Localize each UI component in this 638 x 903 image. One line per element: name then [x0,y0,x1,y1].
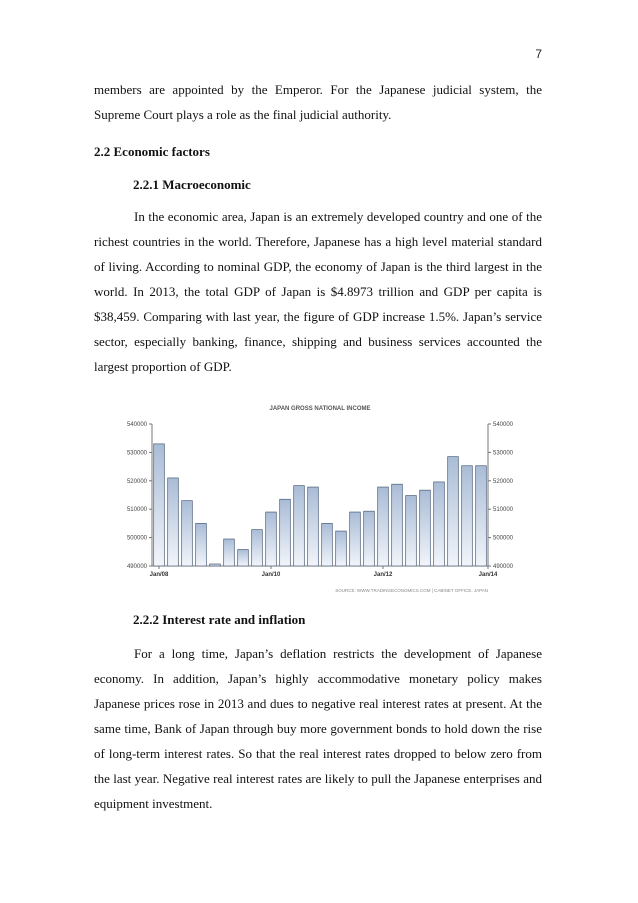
bar [182,501,193,566]
x-tick-label: Jan/08 [149,572,169,578]
y-tick-label-right: 530000 [493,450,514,457]
paragraph-macroeconomic: In the economic area, Japan is an extremely developed country and one of the richest countries in the world. Therefore, Japanese has a high level material standard of living. According to nominal GDP, the economy of Japan is the third largest in the world. In 2013, the total GDP of Japan is $4.8973 trillion and GDP per capita is $38,459. Comparing with last year, the figure of GDP increase 1.5%. Japan’s service sector, especially banking, finance, shipping and business services accounted the largest proportion of GDP. [94,209,542,374]
bar [406,496,417,566]
gni-chart [100,398,538,596]
chart-title: JAPAN GROSS NATIONAL INCOME [269,406,371,412]
bar [392,484,403,566]
y-tick-label-right: 510000 [493,507,514,514]
subsection-heading-interest-rate: 2.2.2 Interest rate and inflation [133,612,306,627]
x-tick-label: Jan/14 [478,572,498,578]
bar [434,482,445,566]
bar [210,564,221,566]
bar [252,530,263,566]
y-tick-label-left: 520000 [126,478,147,485]
y-tick-label-right: 500000 [493,535,514,542]
bar [364,511,375,566]
bar [168,478,179,566]
paragraph-interest-rate: For a long time, Japan’s deflation restricts the development of Japanese economy. In addition, Japan’s highly accommodative monetary policy makes Japanese prices rose in 2013 and dues to negative real interest rates at present. At the same time, Bank of Japan through buy more government bonds to hold down the rise of long-term interest rates. So that the real interest rates dropped to below zero from the last year. Negative real interest rates are likely to pull the Japanese enterprises and equipment investment. [94,646,542,811]
y-tick-label-right: 540000 [493,422,514,428]
x-tick-label: Jan/10 [261,572,281,578]
bar [350,512,361,566]
bar [322,523,333,566]
bar [238,550,249,566]
bar [280,499,291,566]
x-tick-label: Jan/12 [373,572,393,578]
y-tick-label-right: 520000 [493,478,514,485]
bar [266,512,277,566]
gni-chart-svg [100,398,538,596]
page-number: 7 [535,47,542,61]
bar [196,523,207,566]
bar [420,490,431,566]
bar [462,466,473,566]
bar [294,486,305,566]
y-tick-label-right: 490000 [493,564,514,570]
bar [336,531,347,566]
section-heading-economic-factors: 2.2 Economic factors [94,144,210,159]
paragraph-judicial: members are appointed by the Emperor. For the Japanese judicial system, the Supreme Court plays a role as the final judicial authority. [94,82,542,122]
subsection-heading-macroeconomic: 2.2.1 Macroeconomic [133,177,251,192]
y-tick-label-left: 510000 [126,507,147,514]
bar [308,487,319,566]
chart-source: SOURCE: WWW.TRADINGECONOMICS.COM | CABINET OFFICE, JAPAN [335,588,488,593]
bar [378,487,389,566]
y-tick-label-left: 500000 [126,535,147,542]
bar [476,466,487,566]
bar [154,444,165,566]
bar [224,539,235,566]
y-tick-label-left: 530000 [126,450,147,457]
y-tick-label-left: 540000 [126,422,147,428]
y-tick-label-left: 490000 [126,564,147,570]
bar [448,457,459,566]
